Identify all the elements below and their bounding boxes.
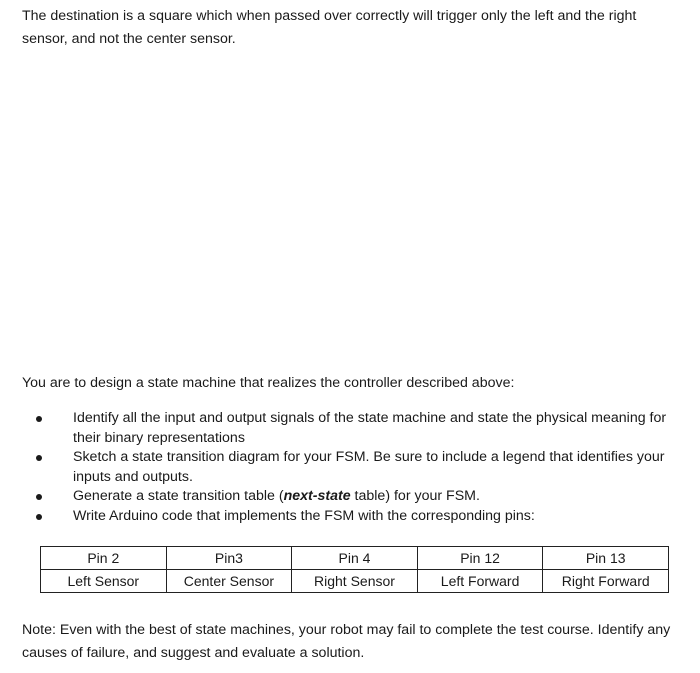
pin-cell: Pin 4 [292, 547, 418, 570]
pin-table [40, 546, 669, 593]
table-row [41, 547, 669, 570]
pin-cell: Pin 12 [417, 547, 543, 570]
pin-cell: Pin3 [166, 547, 292, 570]
bullet-icon [36, 416, 42, 422]
note-paragraph: Note: Even with the best of state machines, your robot may fail to complete the test course. Identify any causes of failure, and suggest and evaluate a solution. [22, 622, 671, 661]
list-item [0, 507, 700, 527]
function-cell: Center Sensor [166, 570, 292, 593]
list-item [0, 448, 700, 487]
pin-cell: Pin 2 [41, 547, 167, 570]
task-intro: You are to design a state machine that realizes the controller described above: [22, 375, 515, 391]
bullet-icon [36, 514, 42, 520]
intro-paragraph: The destination is a square which when passed over correctly will trigger only the left and the right sensor, and not the center sensor. [22, 8, 637, 47]
list-item-text-post: table) for your FSM. [350, 488, 480, 504]
function-cell: Right Forward [543, 570, 669, 593]
list-item-emphasis: next-state [283, 488, 351, 504]
list-item-text-pre: Generate a state transition table ( [73, 488, 284, 504]
list-item-text: Write Arduino code that implements the FSM with the corresponding pins: [73, 507, 535, 524]
table-row [41, 570, 669, 593]
list-item-text: Sketch a state transition diagram for your FSM. Be sure to include a legend that identifies your inputs and outputs. [73, 449, 665, 485]
list-item-text: Identify all the input and output signals of the state machine and state the physical meaning for their binary representations [73, 410, 667, 446]
pin-cell: Pin 13 [543, 547, 669, 570]
bullet-icon [36, 455, 42, 461]
function-cell: Right Sensor [292, 570, 418, 593]
task-list [0, 409, 700, 526]
list-item [0, 487, 700, 507]
function-cell: Left Sensor [41, 570, 167, 593]
function-cell: Left Forward [417, 570, 543, 593]
list-item [0, 409, 700, 448]
bullet-icon [36, 494, 42, 500]
